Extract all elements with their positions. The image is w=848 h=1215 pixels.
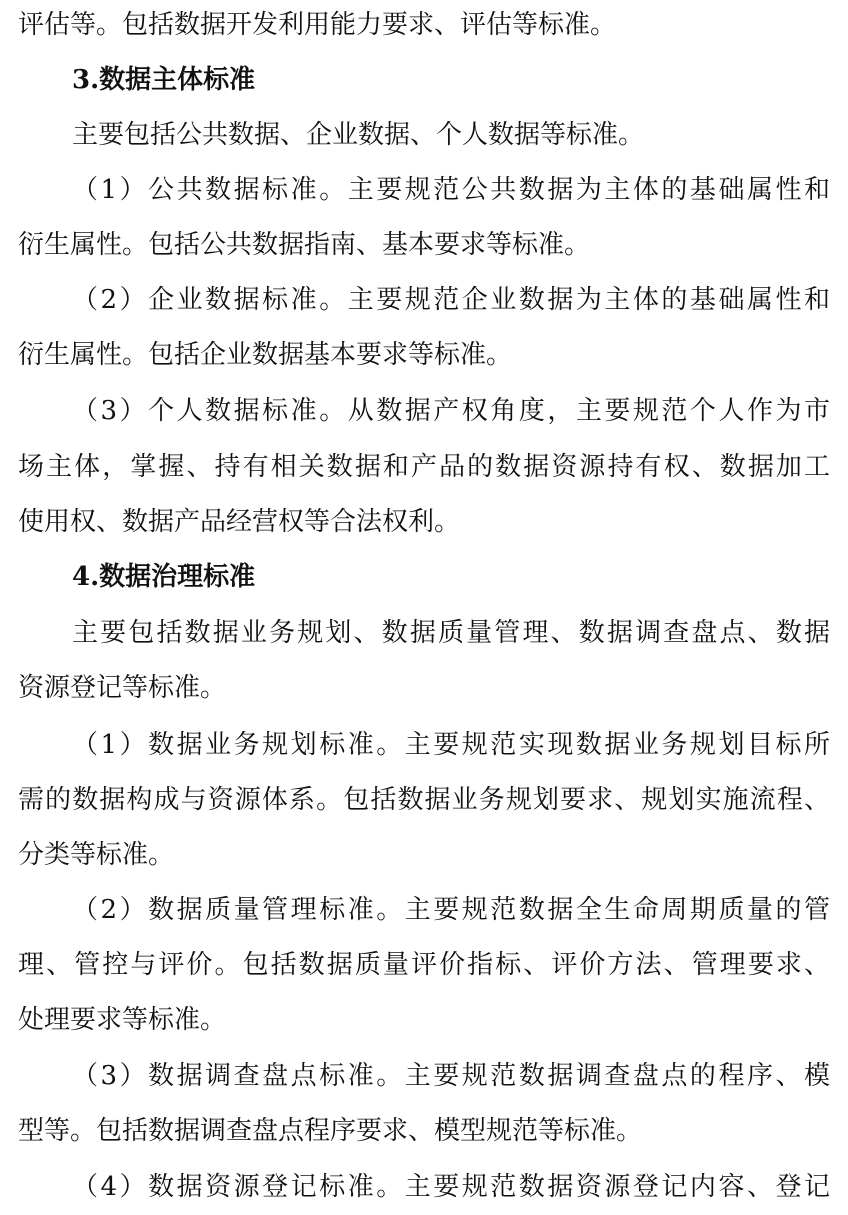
paragraph-line: （2）数据质量管理标准。主要规范数据全生命周期质量的管	[72, 895, 830, 925]
paragraph-line: 场主体，掌握、持有相关数据和产品的数据资源持有权、数据加工	[18, 452, 830, 482]
paragraph-line: 评估等。包括数据开发利用能力要求、评估等标准。	[18, 10, 617, 40]
section-heading: 4.数据治理标准	[72, 562, 256, 592]
paragraph-line: （1）数据业务规划标准。主要规范实现数据业务规划目标所	[72, 730, 830, 760]
paragraph-line: 衍生属性。包括企业数据基本要求等标准。	[18, 340, 513, 370]
section-heading: 3.数据主体标准	[72, 65, 256, 95]
paragraph-line: （3）数据调查盘点标准。主要规范数据调查盘点的程序、模	[72, 1061, 830, 1091]
paragraph-line: （3）个人数据标准。从数据产权角度，主要规范个人作为市	[72, 396, 830, 426]
paragraph-line: 主要包括数据业务规划、数据质量管理、数据调查盘点、数据	[72, 618, 830, 648]
paragraph-line: 资源登记等标准。	[18, 673, 227, 703]
paragraph-line: 使用权、数据产品经营权等合法权利。	[18, 507, 461, 537]
paragraph-line: 衍生属性。包括公共数据指南、基本要求等标准。	[18, 230, 591, 260]
paragraph-line: 分类等标准。	[18, 840, 175, 870]
paragraph-line: 需的数据构成与资源体系。包括数据业务规划要求、规划实施流程、	[18, 785, 830, 815]
paragraph-line: 处理要求等标准。	[18, 1005, 227, 1035]
paragraph-line: 型等。包括数据调查盘点程序要求、模型规范等标准。	[18, 1116, 643, 1146]
paragraph-line: （4）数据资源登记标准。主要规范数据资源登记内容、登记	[72, 1172, 830, 1202]
paragraph-line: （1）公共数据标准。主要规范公共数据为主体的基础属性和	[72, 175, 830, 205]
paragraph-line: 主要包括公共数据、企业数据、个人数据等标准。	[72, 120, 645, 150]
paragraph-line: 理、管控与评价。包括数据质量评价指标、评价方法、管理要求、	[18, 950, 830, 980]
paragraph-line: （2）企业数据标准。主要规范企业数据为主体的基础属性和	[72, 285, 830, 315]
